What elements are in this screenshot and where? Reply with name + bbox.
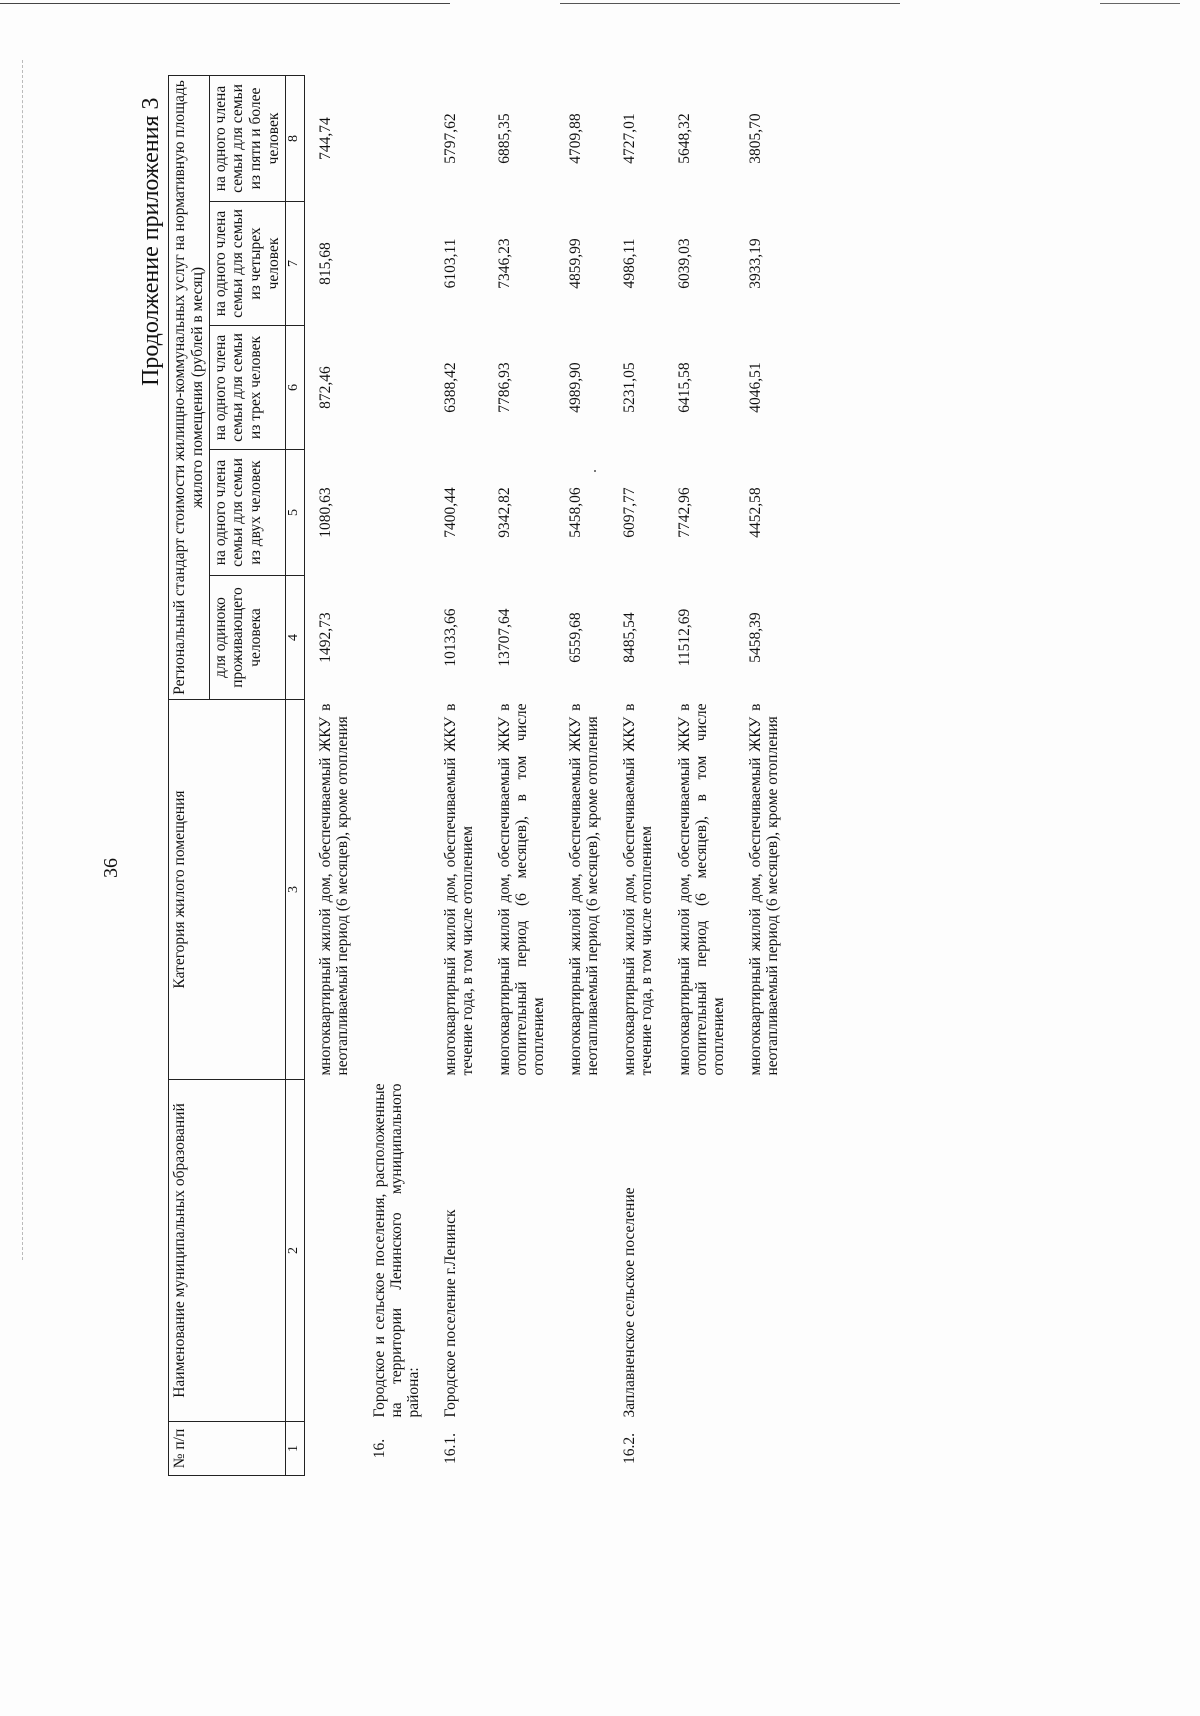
page-number: 36 xyxy=(100,858,122,878)
row-value-5: 4452,58 xyxy=(746,487,764,538)
row-value-4: 5458,39 xyxy=(746,612,764,663)
housing-standard-table xyxy=(168,75,789,1476)
row-value-5: 7742,96 xyxy=(675,487,693,538)
row-value-7: 815,68 xyxy=(316,242,334,285)
column-number: 5 xyxy=(285,450,304,576)
row-value-7: 3933,19 xyxy=(746,238,764,289)
column-number: 3 xyxy=(285,700,304,1080)
row-value-8: 6885,35 xyxy=(496,113,514,164)
table-row xyxy=(359,75,430,1475)
row-number: 16.1. xyxy=(442,1433,460,1464)
row-number xyxy=(555,1422,609,1476)
row-value-6: 6388,42 xyxy=(442,362,460,413)
row-value-8: 3805,70 xyxy=(746,113,764,164)
row-number xyxy=(304,1422,359,1476)
row-category: многоквартирный жилой дом, обеспечиваемый ЖКУ в течение года, в том числе отоплением xyxy=(442,703,477,1076)
row-category: многоквартирный жилой дом, обеспечиваемый ЖКУ в отопительный период (6 месяцев), в том числе отоплением xyxy=(675,703,727,1076)
row-value-6 xyxy=(359,326,430,450)
column-number: 8 xyxy=(285,75,304,201)
table-row xyxy=(430,75,484,1475)
row-value-8 xyxy=(359,75,430,201)
row-value-5 xyxy=(359,450,430,576)
table-row xyxy=(555,75,609,1475)
row-category: многоквартирный жилой дом, обеспечиваемый ЖКУ в течение года, в том числе отоплением xyxy=(621,703,656,1076)
row-value-8: 4727,01 xyxy=(621,113,639,164)
row-value-4: 10133,66 xyxy=(442,608,460,667)
row-municipality: Заплавненское сельское поселение xyxy=(621,1187,639,1418)
row-value-4: 6559,68 xyxy=(567,612,585,663)
row-category: многоквартирный жилой дом, обеспечиваемый ЖКУ в неотапливаемый период (6 месяцев), кроме отопления xyxy=(316,703,351,1076)
row-value-4: 8485,54 xyxy=(621,612,639,663)
row-category: многоквартирный жилой дом, обеспечиваемый ЖКУ в отопительный период (6 месяцев), в том числе отоплением xyxy=(496,703,548,1076)
header-col-5: на одного члена семьи для семьи из двух человек xyxy=(209,450,285,576)
row-value-6: 6415,58 xyxy=(675,362,693,413)
table-row xyxy=(609,75,663,1475)
row-municipality xyxy=(555,1080,609,1422)
row-value-7: 4986,11 xyxy=(621,238,639,289)
header-category: Категория жилого помещения xyxy=(169,700,286,1080)
row-value-5: 1080,63 xyxy=(316,487,334,538)
row-value-7 xyxy=(359,202,430,326)
row-number xyxy=(484,1422,555,1476)
row-value-5: 7400,44 xyxy=(442,487,460,538)
header-col-8: на одного члена семьи для семьи из пяти и более человек xyxy=(209,75,285,201)
row-value-7: 6039,03 xyxy=(675,238,693,289)
row-value-6: 4989,90 xyxy=(567,362,585,413)
row-value-4: 13707,64 xyxy=(496,608,514,667)
row-number xyxy=(735,1422,789,1476)
header-num: № п/п xyxy=(169,1422,286,1476)
column-number: 6 xyxy=(285,326,304,450)
row-value-7: 7346,23 xyxy=(496,238,514,289)
header-name: Наименование муниципальных образований xyxy=(169,1080,286,1422)
row-category: многоквартирный жилой дом, обеспечиваемый ЖКУ в неотапливаемый период (6 месяцев), кроме отопления xyxy=(567,703,602,1076)
table-row xyxy=(664,75,735,1475)
column-number: 1 xyxy=(285,1422,304,1476)
table-row xyxy=(484,75,555,1475)
row-value-5: 9342,82 xyxy=(496,487,514,538)
row-municipality: Городское поселение г.Ленинск xyxy=(442,1209,460,1418)
row-value-8: 5797,62 xyxy=(442,113,460,164)
row-value-4 xyxy=(359,576,430,700)
row-value-4: 11512,69 xyxy=(675,608,693,667)
table-row xyxy=(304,75,359,1475)
row-value-5: 6097,77 xyxy=(621,487,639,538)
row-number: 16. xyxy=(370,1438,388,1459)
header-col-7: на одного члена семьи для семьи из четырех человек xyxy=(209,202,285,326)
row-number: 16.2. xyxy=(621,1433,639,1464)
column-number: 7 xyxy=(285,202,304,326)
header-col-4: для одиноко проживающего человека xyxy=(209,576,285,700)
row-value-7: 6103,11 xyxy=(442,238,460,289)
column-number: 4 xyxy=(285,576,304,700)
header-standard: Региональный стандарт стоимости жилищно-коммунальных услуг на нормативную площадь жилого помещения (рублей в месяц) xyxy=(169,75,210,699)
row-category: многоквартирный жилой дом, обеспечиваемый ЖКУ в неотапливаемый период (6 месяцев), кроме отопления xyxy=(746,703,781,1076)
row-municipality xyxy=(735,1080,789,1422)
row-value-6: 7786,93 xyxy=(496,362,514,413)
row-municipality xyxy=(664,1080,735,1422)
row-value-4: 1492,73 xyxy=(316,612,334,663)
row-value-8: 5648,32 xyxy=(675,113,693,164)
row-municipality: Городское и сельское поселения, расположенные на территории Ленинского муниципального района: xyxy=(370,1083,423,1418)
appendix-title: Продолжение приложения 3 xyxy=(138,97,164,386)
table-row xyxy=(735,75,789,1475)
row-value-5: 5458,06 xyxy=(567,487,585,538)
row-value-8: 4709,88 xyxy=(567,113,585,164)
row-value-8: 744,74 xyxy=(316,117,334,160)
row-number xyxy=(664,1422,735,1476)
row-category xyxy=(359,700,430,1080)
row-value-6: 872,46 xyxy=(316,366,334,409)
header-col-6: на одного члена семьи для семьи из трех человек xyxy=(209,326,285,450)
row-value-6: 4046,51 xyxy=(746,362,764,413)
row-value-7: 4859,99 xyxy=(567,238,585,289)
row-municipality xyxy=(484,1080,555,1422)
row-municipality xyxy=(304,1080,359,1422)
column-number: 2 xyxy=(285,1080,304,1422)
row-value-6: 5231,05 xyxy=(621,362,639,413)
